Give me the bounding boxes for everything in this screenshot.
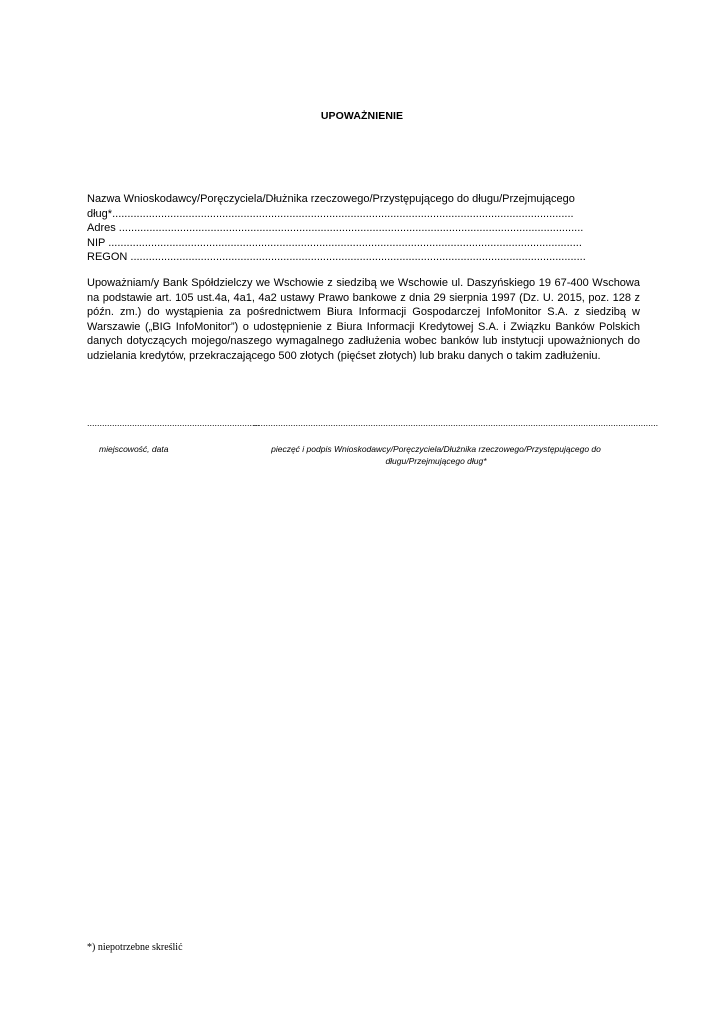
place-date-line: ..................................................................... (87, 418, 260, 428)
place-date-label: miejscowość, data (99, 444, 169, 454)
applicant-fields (87, 192, 637, 265)
document-title: UPOWAŻNIENIE (320, 110, 404, 122)
authorization-text: Upoważniam/y Bank Spółdzielczy we Wschowie z siedzibą we Wschowie ul. Daszyńskiego 19 67-400 Wschowa na podstawie art. 105 ust.4a, 4a1, 4a2 ustawy Prawo bankowe z dnia 29 sierpnia 1997 (Dz. U. 2015, poz. 128 z późn. zm.) do wystąpienia za pośrednictwem Biura Informacji Gospodarczej InfoMonitor S.A. z siedzibą w Warszawie („BIG InfoMonitor”) o udostępnienie z Biura Informacji Kredytowej S.A. i Związku Banków Polskich danych dotyczących mojego/naszego wymagalnego zadłużenia wobec banków lub instytucji upoważnionych do udzielania kredytów, przekraczającego 500 złotych (pięćset złotych) lub braku danych o takim zadłużeniu. (87, 277, 640, 362)
regon-field: REGON ..................................................................................................................................................... (87, 251, 586, 263)
applicant-name-field: dług*....................................................................................................................................................... (87, 207, 574, 220)
footnote: *) niepotrzebne skreślić (87, 942, 183, 953)
nip-field: NIP ........................................................................................................................................................... (87, 236, 582, 249)
applicant-name-label: Nazwa Wnioskodawcy/Poręczyciela/Dłużnika rzeczowego/Przystępującego do długu/Przejmującego (87, 193, 575, 205)
signature-line: .................................................................................................................................................................. (253, 418, 659, 428)
signature-label: pieczęć i podpis Wnioskodawcy/Poręczyciela/Dłużnika rzeczowego/Przystępującego do długu/Przejmującego dług* (271, 444, 601, 466)
address-field: Adres ........................................................................................................................................................ (87, 222, 584, 234)
